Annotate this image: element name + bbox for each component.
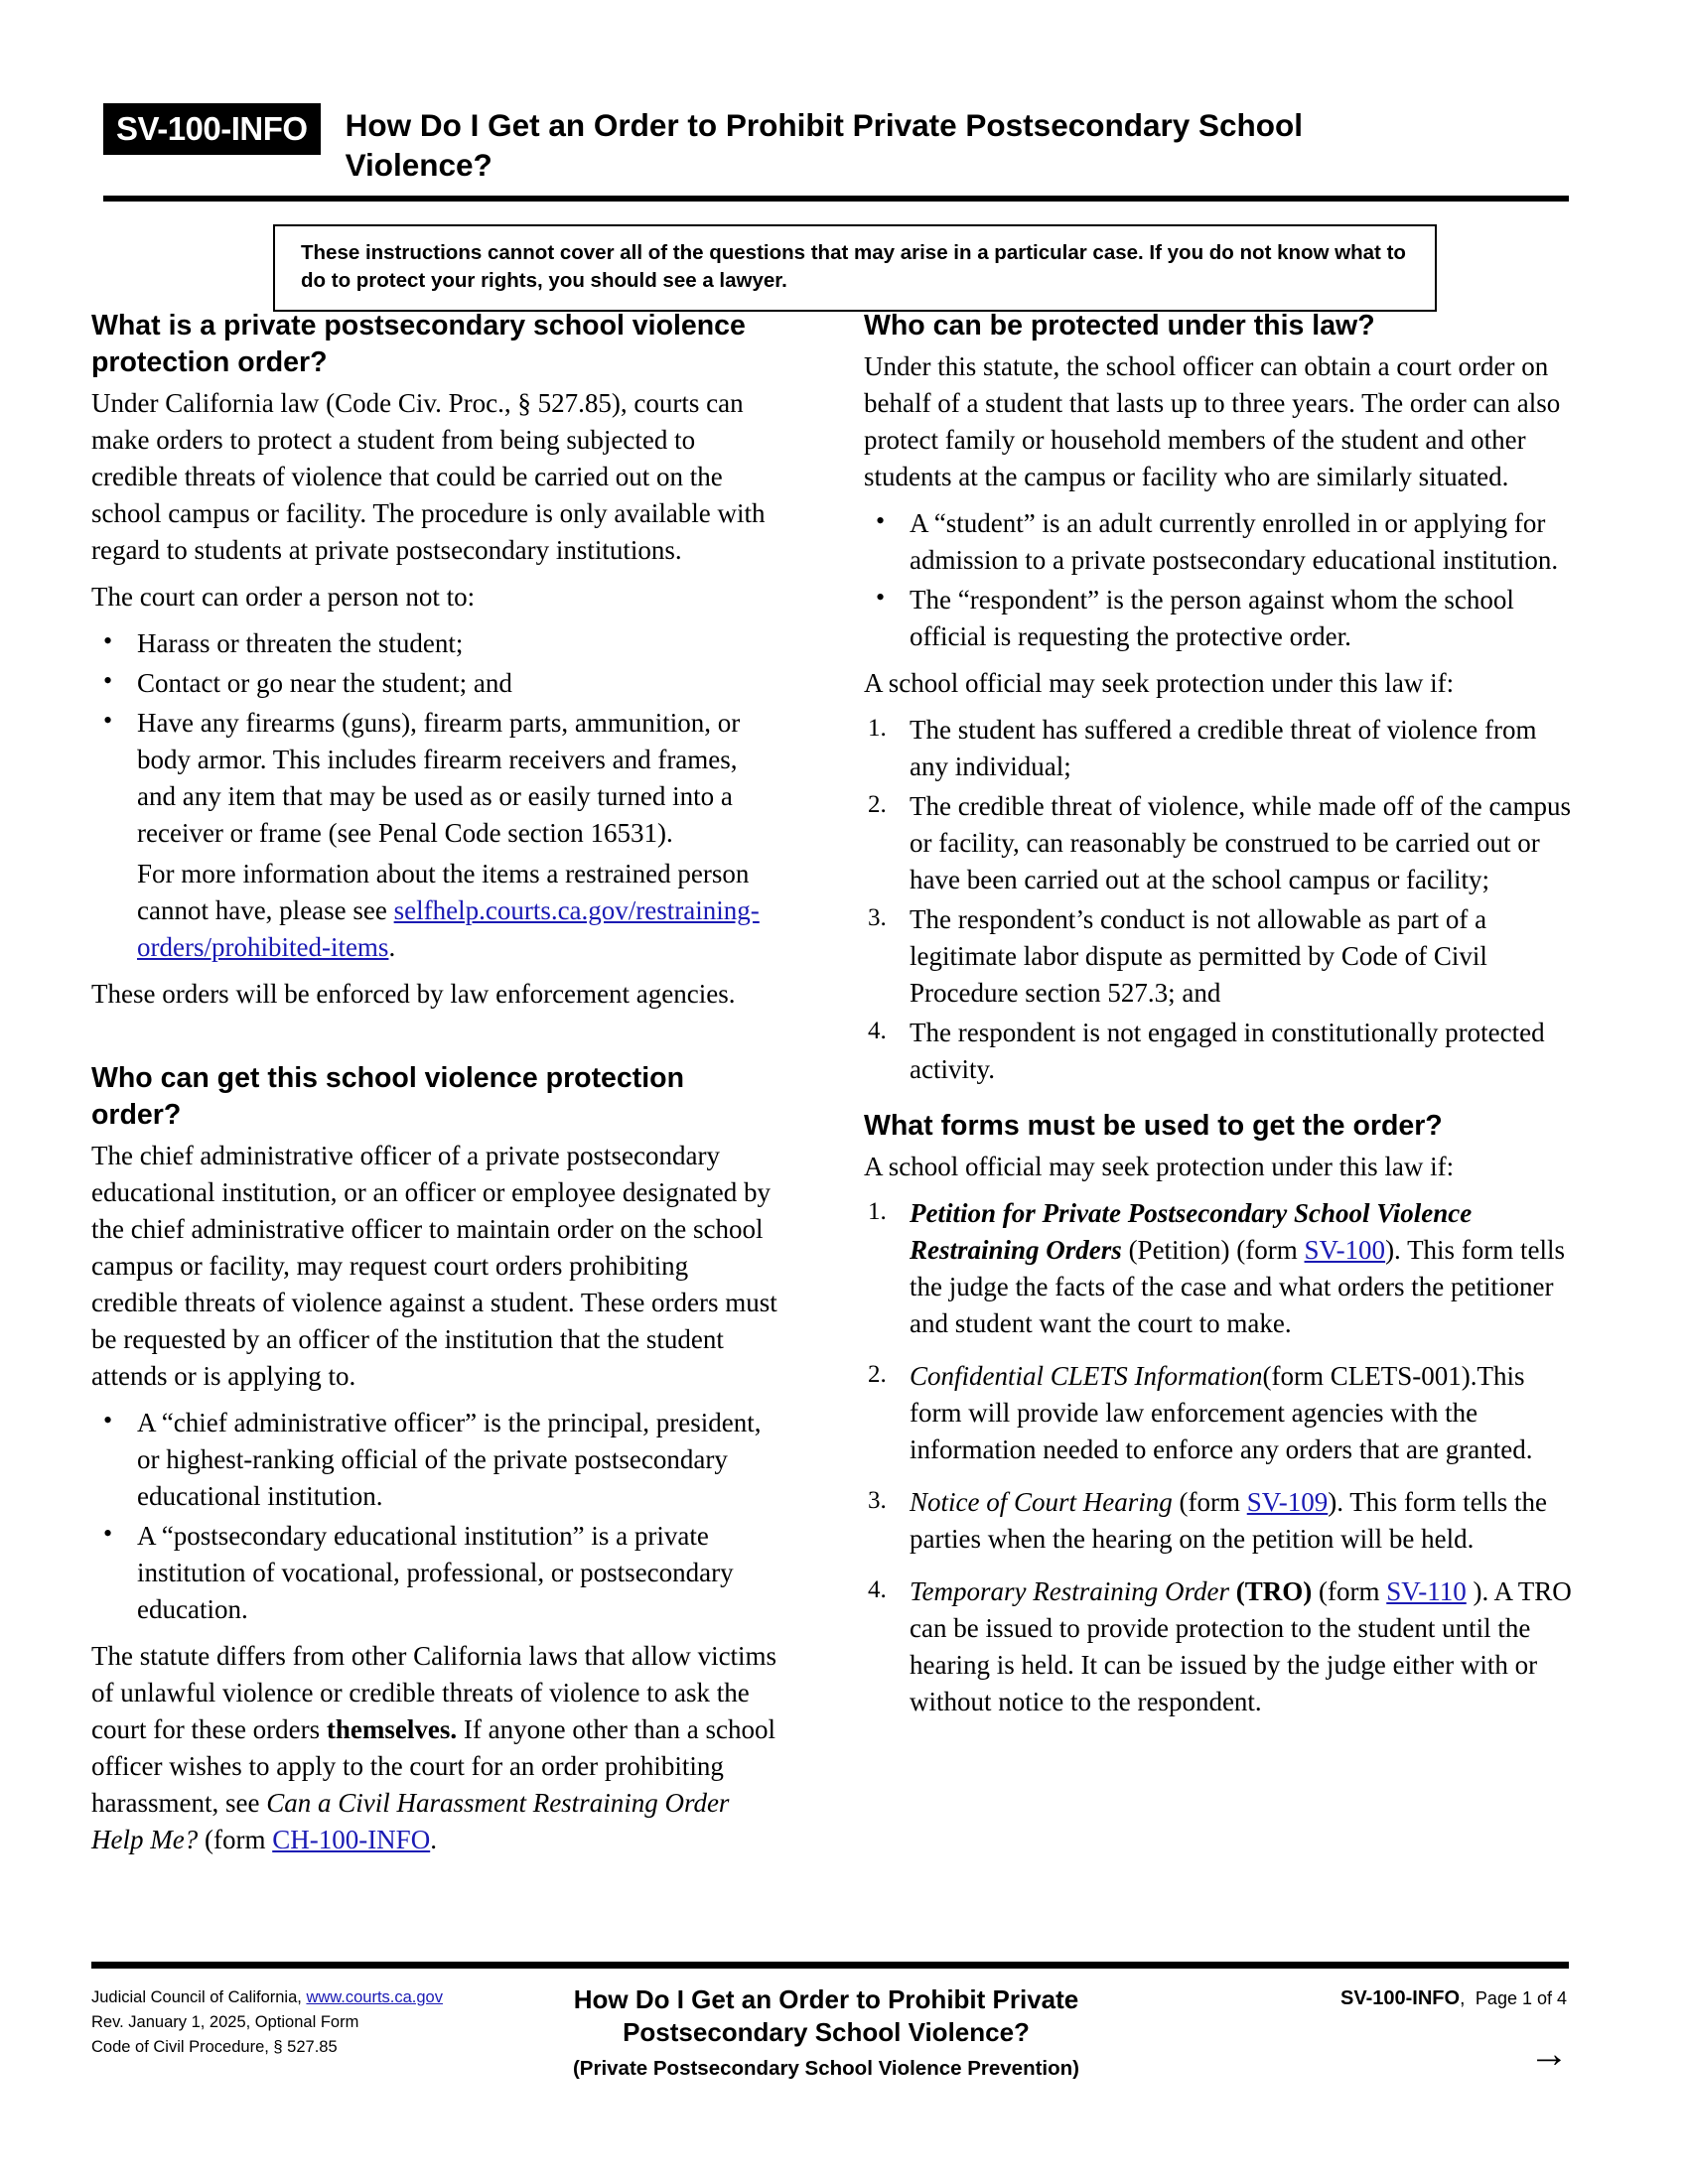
- footer-page-info: [1239, 1987, 1567, 2074]
- definitions-list: [91, 1405, 780, 1628]
- courts-ca-gov-link[interactable]: www.courts.ca.gov: [306, 1988, 443, 2006]
- footer-council-prefix: Judicial Council of California,: [91, 1988, 307, 2006]
- legal-notice-box: [273, 224, 1437, 312]
- list-item: [91, 1405, 780, 1515]
- next-page-arrow-icon: →: [1529, 2032, 1567, 2076]
- paragraph-under-california-law: Under California law (Code Civ. Proc., § 527.85), courts can make orders to protect a student from being subjected to credible threats of violence that could be carried out on the school campus or facility. The procedure is only available with regard to students at private postsecondary institutions.: [91, 388, 766, 566]
- right-column: [864, 308, 1581, 1868]
- statute-text-part3: (form: [198, 1824, 273, 1854]
- protected-persons-list: [864, 505, 1581, 655]
- form-text-rest: ). This form tells the parties when the hearing on the petition will be held.: [910, 1486, 1547, 1554]
- form-tro-abbrev: (TRO): [1229, 1575, 1313, 1606]
- heading-what-is-order: What is a private postsecondary school violence protection order?: [91, 310, 746, 379]
- bullet-text: A “chief administrative officer” is the principal, president, or highest-ranking official of the private postsecondary educational institution.: [137, 1407, 762, 1511]
- footer-form-title: [489, 1983, 1164, 2081]
- prohibited-items-link[interactable]: selfhelp.courts.ca.gov/restraining-orders/prohibited-items: [137, 894, 760, 962]
- left-column: [91, 308, 808, 1868]
- heading-who-can-be-protected: Who can be protected under this law?: [864, 310, 1375, 341]
- list-item: [864, 1195, 1581, 1342]
- page-header: [103, 103, 1569, 185]
- footer-comma: ,: [1460, 1988, 1466, 2009]
- form-text-mid: (form: [1172, 1486, 1247, 1517]
- form-title-clets: Confidential CLETS Information: [910, 1360, 1263, 1391]
- list-item: [91, 705, 780, 966]
- bullet-text: A “student” is an adult currently enrolled in or applying for admission to a private postsecondary educational institution.: [910, 507, 1559, 575]
- list-item: [864, 788, 1581, 898]
- content-columns: [91, 308, 1581, 1868]
- form-text-rest: ). A TRO can be issued to provide protection to the student until the hearing is held. It can be issued by the judge either with or without notice to the respondent.: [910, 1575, 1572, 1716]
- subparagraph-prefix: For more information about the items a restrained person cannot have, please see: [137, 858, 750, 925]
- heading-who-can-get-order: Who can get this school violence protection order?: [91, 1061, 684, 1131]
- sv-110-link[interactable]: SV-110: [1386, 1575, 1467, 1606]
- footer-subtitle-text: (Private Postsecondary School Violence Prevention): [572, 2056, 1079, 2080]
- subparagraph-suffix: .: [388, 931, 396, 962]
- form-number-badge: SV-100-INFO: [103, 103, 321, 155]
- bullet-text: Have any firearms (guns), firearm parts, ammunition, or body armor. This includes firearm receivers and frames, and any item that may be used as or easily turned into a receiver or frame (see Penal Code section 16531).: [137, 707, 741, 848]
- bullet-text: The “respondent” is the person against whom the school official is requesting the protective order.: [910, 584, 1514, 651]
- statute-text-part1: The statute differs from other California laws that allow victims of unlawful violence or credible threats of violence to ask the court for these orders: [91, 1640, 777, 1744]
- prohibited-acts-list: [91, 625, 780, 966]
- list-item: [864, 582, 1581, 655]
- list-item: [864, 1015, 1581, 1088]
- footer-page-line: [1239, 1987, 1567, 2010]
- list-item: [91, 665, 780, 702]
- ch-100-info-link[interactable]: CH-100-INFO: [272, 1824, 431, 1854]
- list-item: [864, 505, 1581, 579]
- page-title: How Do I Get an Order to Prohibit Private Postsecondary School Violence?: [345, 107, 1304, 183]
- list-text: The student has suffered a credible threat of violence from any individual;: [910, 714, 1537, 781]
- sv-109-link[interactable]: SV-109: [1246, 1486, 1329, 1517]
- form-text-rest: (form CLETS-001).This form will provide law enforcement agencies with the information needed to enforce any orders that are granted.: [910, 1360, 1533, 1464]
- list-text: The respondent’s conduct is not allowable as part of a legitimate labor dispute as permitted by Code of Civil Procedure section 527.3; and: [910, 903, 1487, 1008]
- bullet-text: A “postsecondary educational institution” is a private institution of vocational, professional, or postsecondary education.: [137, 1520, 734, 1624]
- paragraph-statute-differs: [91, 1638, 780, 1858]
- list-number: 4.: [868, 1017, 887, 1044]
- paragraph-forms-intro: A school official may seek protection under this law if:: [864, 1151, 1455, 1181]
- statute-emphasis-themselves: themselves.: [326, 1713, 458, 1744]
- header-divider: [103, 196, 1569, 202]
- heading-what-forms-must-be-used: What forms must be used to get the order?: [864, 1109, 1443, 1142]
- statute-text-part4: .: [430, 1824, 437, 1854]
- required-forms-list: [864, 1195, 1581, 1720]
- list-item: [864, 712, 1581, 785]
- form-text-mid: (form: [1312, 1575, 1387, 1606]
- bullet-text: Harass or threaten the student;: [137, 628, 464, 658]
- paragraph-under-this-statute: Under this statute, the school officer can obtain a court order on behalf of a student that lasts up to three years. The order can also protect family or household members of the student and other students at the campus or facility who are similarly situated.: [864, 351, 1561, 491]
- form-title-tro: Temporary Restraining Order: [910, 1575, 1230, 1606]
- list-number: 2.: [868, 1360, 887, 1388]
- list-number: 4.: [868, 1575, 887, 1603]
- page-footer: [91, 1978, 1569, 2126]
- list-number: 3.: [868, 903, 887, 931]
- paragraph-enforced-by-law-enforcement: These orders will be enforced by law enforcement agencies.: [91, 978, 736, 1009]
- statute-text-part2: If anyone other than a school officer wishes to apply to the court for an order prohibiting harassment, see: [91, 1713, 776, 1818]
- footer-divider: [91, 1962, 1569, 1969]
- sv-100-link[interactable]: SV-100: [1304, 1234, 1386, 1265]
- list-text: The credible threat of violence, while made off of the campus or facility, can reasonably be construed to be carried out or have been carried out at the school campus or facility;: [910, 790, 1571, 894]
- list-number: 1.: [868, 714, 887, 742]
- list-item: [864, 1358, 1581, 1468]
- form-title-notice-of-hearing: Notice of Court Hearing: [910, 1486, 1173, 1517]
- paragraph-court-can-order: The court can order a person not to:: [91, 582, 476, 613]
- list-item: [864, 1484, 1581, 1558]
- list-item: [91, 625, 780, 662]
- list-item: [864, 1573, 1581, 1720]
- list-number: 2.: [868, 790, 887, 818]
- footer-title-text: How Do I Get an Order to Prohibit Private Postsecondary School Violence?: [573, 1984, 1079, 2048]
- form-text-mid: (Petition) (form: [1121, 1234, 1305, 1265]
- eligibility-conditions-list: [864, 712, 1581, 1088]
- paragraph-school-official-may-seek: A school official may seek protection under this law if:: [864, 667, 1455, 698]
- list-text: The respondent is not engaged in constitutionally protected activity.: [910, 1017, 1545, 1084]
- bullet-text: Contact or go near the student; and: [137, 667, 512, 698]
- form-text-rest: ). This form tells the judge the facts of the case and what orders the petitioner and student want the court to make.: [910, 1234, 1566, 1338]
- legal-notice-text: These instructions cannot cover all of the questions that may arise in a particular case. If you do not know what to do to protect your rights, you should see a lawyer.: [301, 241, 1406, 293]
- footer-form-code: SV-100-INFO: [1340, 1987, 1461, 2009]
- list-number: 3.: [868, 1486, 887, 1514]
- list-item: [91, 1518, 780, 1628]
- list-item: [864, 901, 1581, 1012]
- bullet-subparagraph: [137, 856, 780, 966]
- paragraph-chief-administrative-officer: The chief administrative officer of a private postsecondary educational institution, or an officer or employee designated by the chief administrative officer to maintain order on the school campus or facility, may request court orders prohibiting credible threats of violence against a student. These orders must be requested by an officer of the institution that the student attends or is applying to.: [91, 1140, 777, 1391]
- footer-line-code: Code of Civil Procedure, § 527.85: [91, 2037, 338, 2056]
- form-title-petition: Petition for Private Postsecondary School Violence Restraining Orders: [910, 1197, 1473, 1265]
- list-number: 1.: [868, 1197, 887, 1225]
- civil-harassment-form-title: Can a Civil Harassment Restraining Order Help Me?: [91, 1787, 730, 1854]
- footer-page-number: Page 1 of 4: [1475, 1988, 1567, 2008]
- footer-line-revision: Rev. January 1, 2025, Optional Form: [91, 2012, 359, 2031]
